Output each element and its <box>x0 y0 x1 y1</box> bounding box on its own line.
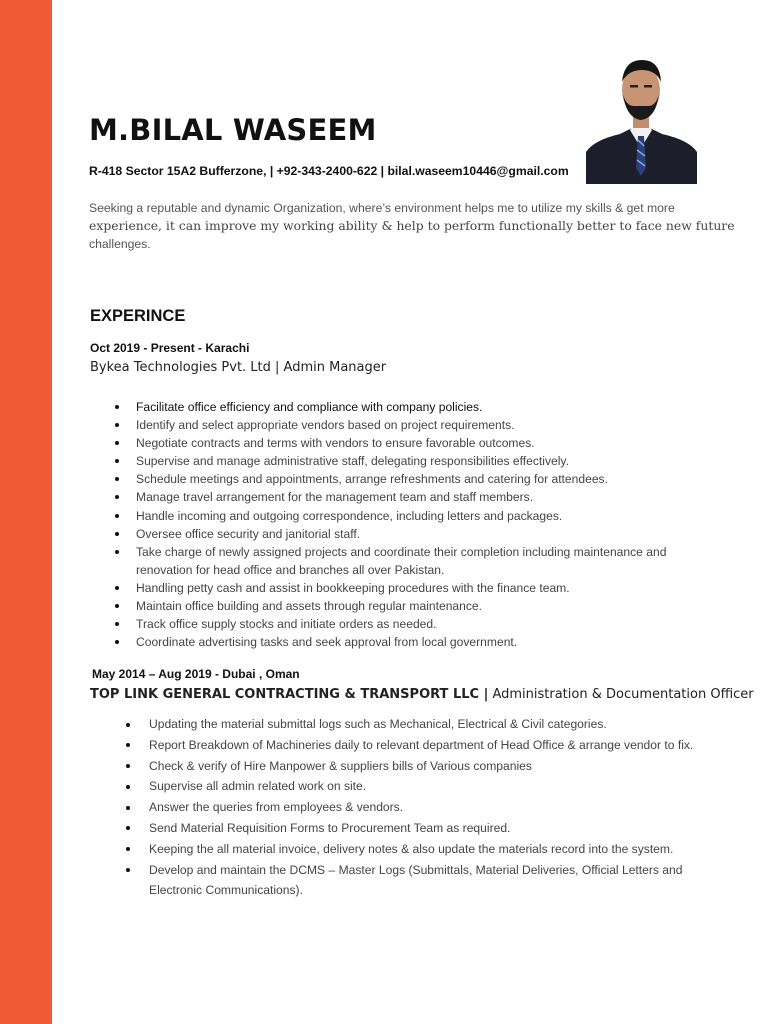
list-item: Keeping the all material invoice, delivery notes & also update the materials record into the system. <box>149 839 709 860</box>
objective-summary <box>89 199 735 253</box>
bullet-icon <box>115 640 119 644</box>
job-2-role: Administration & Documentation Officer <box>488 687 754 702</box>
list-item: Coordinate advertising tasks and seek approval from local government. <box>136 633 696 651</box>
job-2-dates: May 2014 – Aug 2019 - Dubai , Oman <box>92 667 300 681</box>
summary-line-3: challenges. <box>89 237 151 251</box>
list-item: Supervise all admin related work on site. <box>149 776 709 797</box>
job-2-duties <box>149 714 709 901</box>
list-item: Handling petty cash and assist in bookkeeping procedures with the finance team. <box>136 579 696 597</box>
accent-sidebar <box>0 0 52 1024</box>
bullet-icon <box>126 826 130 830</box>
list-item: Report Breakdown of Machineries daily to relevant department of Head Office & arrange vendor to fix. <box>149 735 709 756</box>
job-2-company: TOP LINK GENERAL CONTRACTING & TRANSPORT LLC | <box>90 687 489 702</box>
summary-line-1: Seeking a reputable and dynamic Organization, where’s environment helps me to utilize my skills & get more <box>89 201 675 215</box>
bullet-icon <box>115 532 119 536</box>
job-2-title <box>90 687 754 702</box>
bullet-icon <box>126 764 130 768</box>
bullet-icon <box>126 847 130 851</box>
bullet-icon <box>115 405 119 409</box>
bullet-icon <box>115 495 119 499</box>
job-1-duties <box>136 398 696 651</box>
bullet-icon <box>115 441 119 445</box>
list-item: Answer the queries from employees & vendors. <box>149 797 709 818</box>
bullet-icon <box>126 868 130 872</box>
list-item: Maintain office building and assets through regular maintenance. <box>136 597 696 615</box>
experience-heading: EXPERINCE <box>90 307 186 325</box>
list-item: Supervise and manage administrative staff, delegating responsibilities effectively. <box>136 452 696 470</box>
bullet-icon <box>126 723 130 727</box>
list-item: Negotiate contracts and terms with vendors to ensure favorable outcomes. <box>136 434 696 452</box>
list-item: Handle incoming and outgoing correspondence, including letters and packages. <box>136 507 696 525</box>
list-item: Check & verify of Hire Manpower & suppliers bills of Various companies <box>149 756 709 777</box>
bullet-icon <box>115 604 119 608</box>
list-item: Facilitate office efficiency and compliance with company policies. <box>136 398 696 416</box>
bullet-icon <box>115 586 119 590</box>
job-1-company: Bykea Technologies Pvt. Ltd | <box>90 360 280 375</box>
summary-line-2: experience, it can improve my working ability & help to perform functionally better to face new future <box>89 218 735 233</box>
profile-photo-image <box>586 48 697 184</box>
job-1-title <box>90 360 386 375</box>
bullet-icon <box>115 459 119 463</box>
bullet-icon <box>115 514 119 518</box>
list-item: Take charge of newly assigned projects and coordinate their completion including maintenance and renovation for head office and branches all over Pakistan. <box>136 543 696 579</box>
bullet-icon <box>126 743 130 747</box>
list-item: Updating the material submittal logs such as Mechanical, Electrical & Civil categories. <box>149 714 709 735</box>
bullet-icon <box>115 622 119 626</box>
bullet-icon <box>115 423 119 427</box>
candidate-name: M.BILAL WASEEM <box>89 113 377 147</box>
profile-photo <box>586 48 697 184</box>
list-item: Manage travel arrangement for the management team and staff members. <box>136 488 696 506</box>
job-1-role: Admin Manager <box>279 360 387 375</box>
bullet-icon <box>126 806 130 810</box>
list-item: Schedule meetings and appointments, arrange refreshments and catering for attendees. <box>136 470 696 488</box>
bullet-icon <box>115 550 119 554</box>
list-item: Develop and maintain the DCMS – Master Logs (Submittals, Material Deliveries, Official Letters and Electronic Communications). <box>149 860 709 902</box>
contact-line: R-418 Sector 15A2 Bufferzone, | +92-343-2400-622 | bilal.waseem10446@gmail.com <box>89 164 569 178</box>
bullet-icon <box>115 477 119 481</box>
bullet-icon <box>126 785 130 789</box>
list-item: Track office supply stocks and initiate orders as needed. <box>136 615 696 633</box>
list-item: Send Material Requisition Forms to Procurement Team as required. <box>149 818 709 839</box>
job-1-dates: Oct 2019 - Present - Karachi <box>90 341 250 355</box>
list-item: Oversee office security and janitorial staff. <box>136 525 696 543</box>
list-item: Identify and select appropriate vendors based on project requirements. <box>136 416 696 434</box>
